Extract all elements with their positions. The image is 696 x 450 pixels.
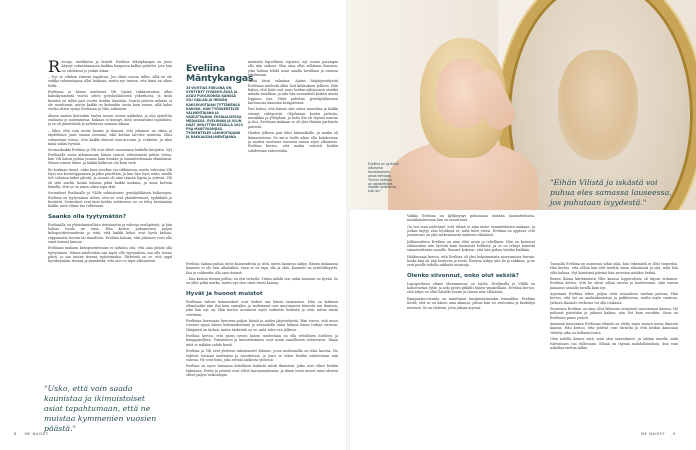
body-paragraph: Eveliina on myös tarinassa kiitollinen kaikista niistä ihmisistä, jotka ovat olleet heidän tukenaan. Perhe ja ystävät ovat olleet korvaamattomia, ja ilman heitä monet asiat olisivat olleet paljon vaikeampia. xyxy=(186,364,338,377)
caption-line: on rakastettava xyxy=(368,181,393,186)
body-paragraph: Häiden jälkeen pari lähti häämatkalle, ja matka oli ikimuistoinen. Se antoi heille aikaa olla kahdestaan ja nauttia toistensa seurasta ennen arjen alkamista. Eveliina kertoo, että matka vahvisti heidän suhdettaan entisestään. xyxy=(248,131,338,153)
body-paragraph: Eveliinan kerrotaan kertovan paljon häistä ja niiden järjestelyistä. Hän toivoo, että muut voisivat oppia hänen kokemuksistaan ja suunnitella omat häänsä ilman turhaa stressiä. Hääpäivä on tärkeä, mutta tärkeintä on se, mitä tulee sen jälkeen. xyxy=(186,319,338,332)
body-paragraph: Tästä tässä valmiina! Ajatus hääjärjestelyistä Eveliinan mielestä alkoi heti kihlauksen jälkeen. Hän halusi, että häät ovat juuri heidän näköisensä eivätkä mitään tavallisia, ja niin hän suunnitteli kaiken alusta loppuun itse. Häät pidettiin jyväskyläläisessä kartanossa kauniina kesäpäivänä. xyxy=(248,79,338,106)
body-paragraph: Alussa saatiin kuitenkin tuntea toinen toinen nakkeksi, ja niin ajateltiin rauhassa ja molemmissa. Kukaan ei tiennyt, mitä seuraavaksi tapahtuisi, ja se oli jännittävää ja pelottavaa samaan aikaan. xyxy=(48,113,172,127)
section-heading: Olenko siivonnut, onko olut seksiä? xyxy=(407,272,519,279)
footer-left xyxy=(14,431,49,436)
photo-caption xyxy=(368,163,410,194)
magazine-name: ME NAISET xyxy=(24,431,49,436)
body-paragraph: Hääkuvaaja kertoo, että Eveliina oli yksi helpoimmista morsiamista kuvata, koska hän oli niin luonteva ja rento. Kuvissa näkyy aito ilo ja rakkaus, ja ne ovat parille todella rakkaita muistoja. xyxy=(407,254,535,268)
body-paragraph: En koskaan tienyt, onko kora arvokas vai vihkimisen, mutta vahvoina Vili löysi sen kovahuppaaisen ja jäksi päivittäin, ja kun hän löysi uutta, meillä tuli suloinen kaksi päivää, ja asunto oli aina täynnä lapsia ja ystäviä. Vili oli tätä mieltä, koska halusin pitää kaikki mukana, ja minä kertoin hänelle, että se on ainoa oikea tapa elää. xyxy=(48,167,172,189)
body-paragraph: Sisareista Eveliina on aina ollut läheinen erityisesti nuorimman kanssa. He puhuvat päivittäin ja jakavat kaiken, niin ilot kuin surutkin. Sisar on Eveliinan paras ystävä. xyxy=(550,307,678,320)
page-number: 8 xyxy=(14,431,17,436)
body-paragraph: Vaikka Eveliina on kyllästynyt puhumaan isistään haastatteluissa, moukkaudessaan hän on innostunut. xyxy=(407,214,535,223)
caption-line: kaunistamaan xyxy=(368,169,390,174)
page-number: 9 xyxy=(672,431,676,436)
section-heading: Hyvät ja huonot muistot xyxy=(186,290,263,297)
body-paragraph: Kampaamo-vierailu on muuttunut kuukausittaiseksi rituaaliksi. Eveliina tietää, että se on hänen oma aikansa, jolloin hän voi rentoutua ja keskittyä itseensä. Se on tärkeää, jotta jaksaa arjessa. xyxy=(407,296,535,310)
body-paragraph: On sen aina näyttänyt, että elämä ei aina mene suunnitelmien mukaan, ja joskus täytyy vain hyväksyä se, mitä tulee eteen. Eveliina on oppinut, että joustavuus on yksi tärkeimmistä taidoista elämässä. xyxy=(407,224,535,238)
profile-bio: 34-VUOTIAS EVELIINA ON SYNTYNYT JYVÄSKYLÄSSÄ JA ASUU PUOLISONSA KANSSA VILI OJALAN JA HEIDÄN KAKSIVUOTIAAN TYTTÄRENSÄ KANSSA. HÄN TYÖSKENTELEE VALMENTAJANA JA VAIKUTTAJANA SOSIAALISESSA MEDIASSA. EVELIINAN JA VILIN HÄÄT JUHLITTIIN KESÄLLÄ 2023 PIIA MANTYKANGAS. TYÖKENTELEE LÄHIHOITAJANA JA RAKKAUSVALMENTAJANA. xyxy=(186,86,243,140)
body-paragraph: Eveliina haluaa puhua myös kauneudesta ja siitä, miten kauneus näkyy. Hänen mukaansa kauneus ei ole vain ulkonäköä, vaan se on tapa olla ja elää. Kauneus on ystävällisyyttä, iloa ja rohkeutta olla oma itsensä. xyxy=(186,262,338,275)
body-paragraph: Aiemmin kasvaneen Eveliinan elämää on eletty myös monen muun ihmisen kanssa. Hän kertoo, että ystävät ovat tärkeitä ja että heidän kanssaan vietetty aika on kullanarvoista. xyxy=(550,322,678,335)
body-paragraph: Julkisuudessa Eveliina on aina ollut avoin ja rehellinen. Hän on kertonut elämästään niin hyvistä kuin huonoista hetkistä, ja se on tehnyt hänestä samaistuttavan monille. Ihmiset kokevat, että hän puhuu heidän kieltään. xyxy=(407,239,535,253)
pull-quote-left: "Usko, että voin saada kaunistaa ja ikimuistoiset asiat tapahtumaan, että ne muistaa kymmenien vuosien päästä." xyxy=(44,384,157,433)
left-col-1 xyxy=(48,60,172,385)
body-paragraph: Eveliinan mukaan kehopositiivisuus ei tarkoita sitä, että aina pitäisi olla tyytyväinen. Hänen mielestään saa myös olla tyytymätön, saa olla huono päivä, ja saa tuntea itsensä epävarmaksi. Tärkeintä on se, että oppii hyväksymään itsensä ja ymmärtää, että arvo ei riipu ulkonäöstä. xyxy=(48,246,172,264)
body-paragraph: Pari halusi, että häissä olisi vahva tunnelma ja kaikki vieraat viihtyisivät. Ohjelmaan kuului puheita, musiikkia ja yllätyksiä, ja koko ilta oli täynnä naurua ja iloa. Eveliinan mukaan se oli yksi elämän parhaista päivistä. xyxy=(248,107,338,129)
body-paragraph: – Nyt se vihdoin viimein tapahtuu. Jos olisin vuosia tullut, sillä en ole vaikka valmentajana ollut koskaan, mutta nyt tuntuu, että tämä on oikea hetki. xyxy=(48,75,172,88)
section-heading: Saanko olla tyytymätön? xyxy=(48,213,126,220)
left-col-2-top xyxy=(248,60,338,260)
profile-name: Eveliina Mäntykangas xyxy=(186,63,254,84)
body-paragraph: Eveliinan vahvat kokemukset ovat tärkeä osa hänen tarinaansa. Hän on kokenut elämässään niin iloa kuin suruakin, ja molemmat ovat muovanneet hänestä sen ihmisen, joka hän nyt on. Hän kertoo avoimesti myös vaikeista hetkistä ja siitä, miten niistä selvitään. xyxy=(186,299,338,317)
body-paragraph: Lapsiperheen elämä Muuramessa on täyttä. Eveliinalla ja Vilillä on kaksivuotias tytär, ja arki pyörii pitkälti hänen ympärillään. Eveliina kertoo, että äitiys on ollut hänelle suurin ja ihanin asia elämässä. xyxy=(407,281,535,295)
dropcap: R xyxy=(48,60,61,76)
pull-quote-right: "Eihän Vilistä ja iskästä voi puhua eles samassa lauseessa, jos puhutaan isyydestä." xyxy=(550,178,672,207)
caption-line: omaa kehoaan. xyxy=(368,173,392,178)
body-paragraph: Ennen Ilonaa kärttämässä Vilin kanssa lopputulosta oli täysin erilainen. Eveliina kertoo, että he olivat silloin nuoria ja huolettomia, eikä vastuu painanut samalla tavalla kuin nyt. xyxy=(550,277,678,290)
caption-line: aikuisena xyxy=(368,165,383,170)
caption-line: "Ennen kaikkea xyxy=(368,177,392,182)
body-paragraph: Toisaalta Eveliina on muistona sekin aika, kun tekemistä ei ollut tarpeeksi. Hän kertoo, että silloin hän ehti miettiä omaa elämäänsä ja sitä, mitä hän siltä haluaa. Nyt kiireisinä päivinä hän arvostaa niitäkin hetkiä. xyxy=(550,262,678,275)
body-paragraph: – Siksi, että voin tuoda kaunis ja ihmisiä, että jokainen on oikea ja täydellinen juuri omana itsenään, eikä ketään tarvitse muuttaa. Siksi valmentaja toivoo, että kaikki olisivat tasa-arvoisia ja rohkeita, ja siksi minä uskon hyvään. xyxy=(48,128,172,146)
profile-sidebox xyxy=(186,63,254,140)
body-paragraph: Eveliina kertoo, että paras neuvo hänen mielestään on olla rehellinen itselleen ja kumppanilleen. Puhuminen ja kuunteleminen ovat avain onnelliseen suhteeseen. Ilman niitä ei mikään suhde kestä. xyxy=(186,334,338,347)
body-paragraph: Olen todella iloinen siitä, mitä olen saavuttanut, ja odotan innolla, mitä tulevaisuus tuo tullessaan. Elämä on täynnä mahdollisuuksia, kun vain uskaltaa tarttua niihin. xyxy=(550,337,678,350)
footer-right xyxy=(641,431,676,436)
left-col-2-bottom xyxy=(186,262,338,422)
right-col-2 xyxy=(550,262,678,424)
right-col-1 xyxy=(407,214,535,424)
caption-line: kuin on." xyxy=(368,189,382,194)
body-paragraph: Eveliinan ja hänen miehensä Vili Ojalan rakkaustarina alkoi kaksikymmentä vuotta sitten jyväskyläläisestä yökerhosta, ja tästä kesästä on tullut pari vuotta heidän häistään. Suurin piirtein mikään ei ole muuttunut, mutta kaikki on kuitenkin toisin kuin ennen, sillä kaksi vuotta sitten syntyi Eveliinan ja Vilin esikoinen. xyxy=(48,90,172,112)
caption-line: Eveliina on pyrkinyt xyxy=(368,162,399,166)
body-paragraph: Eveliinalla on yhteiskunnallista tietoisuutta ja vahvoja mielipiteitä, ja hän haluaa tuoda ne esiin. Hän kertoo puhuneensa paljon kehopositiivisuudesta ja siitä, että kaikki kehot ovat hyviä kehoja, riippumatta koosta tai muodosta. Eveliina haluaa, että jokainen voisi olla sinut itsensä kanssa. xyxy=(48,222,172,245)
body-paragraph: – Kun katson itseäni peiliin, en etsi virheitä. Yritän nähdä sen, mikä minussa on hyvää. Se on ollut pitkä matka, mutta nyt olen sinut itseni kanssa. xyxy=(186,277,338,286)
body-paragraph: mentalni lapsellinen topsessi, nyt osaan parempia olla niin siskoni. Olen aina ollut sellainen ihminen, joka haluaa tehdä asiat omalla tavallaan ja omassa tahdissaan. xyxy=(248,60,338,78)
body-paragraph: Eveliina ja Vili ovat yhdessä rakentaneet elämän, jossa molemmilla on tilaa kasvaa. He tukevat toisiaan unelmissa ja tavoitteissa, ja juuri se tekee heidän suhteestaan niin vahvan. He ovat tiimi, joka selviää kaikesta yhdessä. xyxy=(186,349,338,362)
caption-line: itseään sellaisena, xyxy=(368,185,397,190)
lead-paragraph: Rasvaja, mielikuvia ja brändi. Eveliina Mäntykangas on juuri käynyt valmentamassa kaikkia kaupassa kulkat palvelut, jota hän on odottanut jo jonkin aikaa. xyxy=(48,60,172,76)
mirror-reflection xyxy=(558,50,638,160)
body-paragraph: Arjessaan Eveliina tekee paljon töitä sosiaalisen median parissa. Hän kertoo, että työ on mielenkiintoista ja palkitsevaa, mutta myös vaativaa. Jatkuva läsnäolo verkossa voi olla raskasta. xyxy=(550,292,678,305)
body-paragraph: Sormuskaikki Eveliina ja Vili ovat olleet sanomassa kaikelle kerjaista. Nyt Eveliinalle avoin aikomissaan hänen isänsä, vähemmistä pitäen tietoa, kun Vili halusi puhua jossain kuin itseään ja suunnittelemaan elämäänsä. Hänen isänsä tukee, ja kaikki kulkevat ohi kuin virta. xyxy=(48,148,172,166)
body-paragraph: Sormukset Eveliinalle ja Vilille valmistuivat jyväskyläläisen kultasepän. Eveliina on tyytyväinen siihen, että ne ovat yksinkertaiset, tyylikkäät ja kestävät. Sormukset ovat kuin heidän suhteensa: ne on tehty kestämään kaikki, mitä elämä tuo tullessaan. xyxy=(48,191,172,209)
magazine-name: ME NAISET xyxy=(641,431,666,436)
